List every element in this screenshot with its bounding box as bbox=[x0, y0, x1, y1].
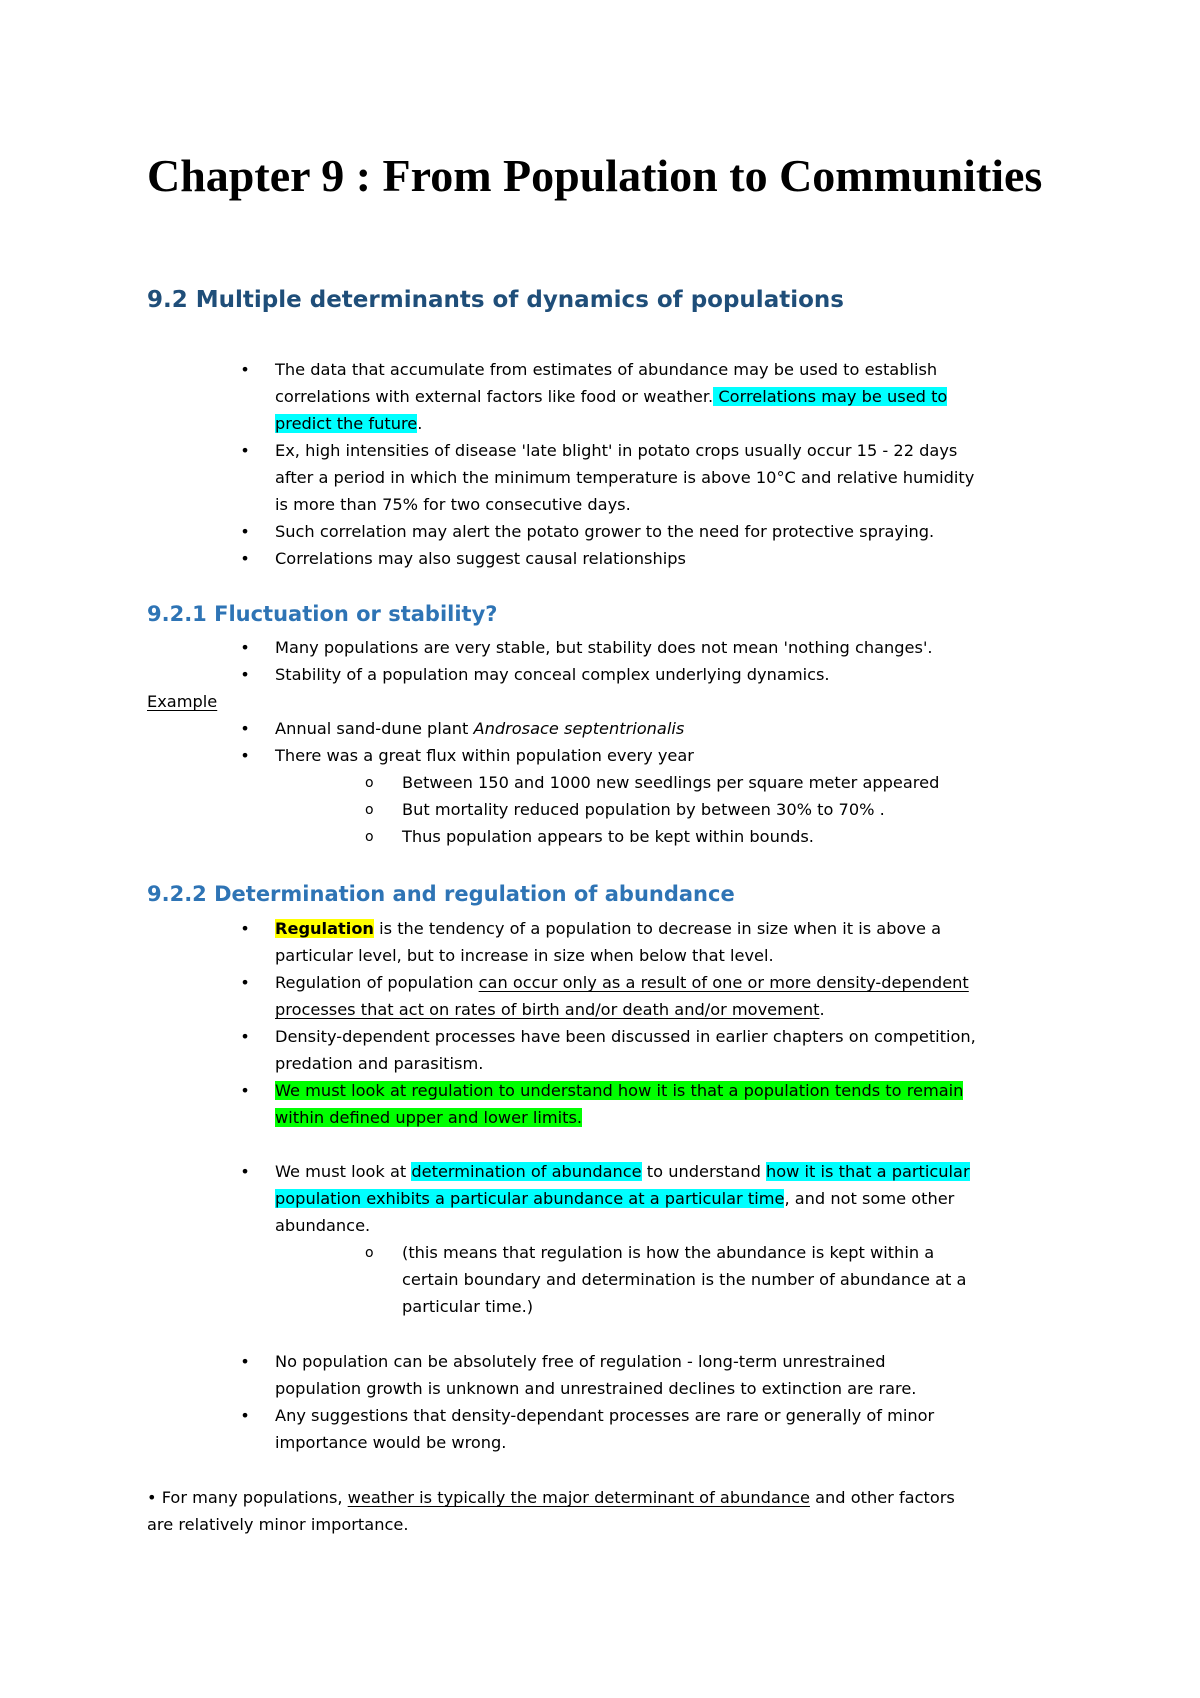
text-span: . bbox=[417, 414, 423, 433]
text-line bbox=[275, 1185, 954, 1212]
text-line: Thus population appears to be kept within bounds. bbox=[402, 827, 814, 846]
text-span: is the tendency of a population to decrease in size when it is above a bbox=[373, 919, 941, 938]
text-line: abundance. bbox=[275, 1216, 371, 1235]
text-span: and other factors bbox=[809, 1488, 955, 1507]
underlined-text: processes that act on rates of birth and/or death and/or movement bbox=[275, 1000, 820, 1019]
text-line bbox=[275, 383, 947, 410]
text-line: importance would be wrong. bbox=[275, 1433, 507, 1452]
text-span: Annual sand-dune plant bbox=[275, 719, 474, 738]
section-heading-9-2-1: 9.2.1 Fluctuation or stability? bbox=[147, 602, 498, 626]
text-line: Such correlation may alert the potato grower to the need for protective spraying. bbox=[275, 522, 935, 541]
text-line: Stability of a population may conceal complex underlying dynamics. bbox=[275, 665, 830, 684]
underlined-text: can occur only as a result of one or more density-dependent bbox=[478, 973, 969, 992]
highlighted-text: determination of abundance bbox=[411, 1162, 642, 1181]
chapter-title: Chapter 9 : From Population to Communities bbox=[147, 150, 1043, 201]
text-line: are relatively minor importance. bbox=[147, 1515, 409, 1534]
text-span: , and not some other bbox=[784, 1189, 955, 1208]
text-line bbox=[147, 1484, 955, 1511]
bullet-marker: • bbox=[240, 1406, 250, 1425]
text-line bbox=[275, 969, 969, 996]
bullet-marker: • bbox=[240, 522, 250, 541]
text-line bbox=[275, 410, 422, 437]
text-line: Many populations are very stable, but stability does not mean 'nothing changes'. bbox=[275, 638, 933, 657]
highlighted-text: Correlations may be used to bbox=[713, 387, 948, 406]
text-line: The data that accumulate from estimates of abundance may be used to establish bbox=[275, 360, 938, 379]
bullet-marker: • bbox=[240, 638, 250, 657]
bullet-marker: • bbox=[240, 360, 250, 379]
text-line: certain boundary and determination is the number of abundance at a bbox=[402, 1270, 967, 1289]
bullet-marker: • bbox=[240, 441, 250, 460]
text-span: . bbox=[819, 1000, 825, 1019]
text-span: We must look at bbox=[275, 1162, 412, 1181]
bullet-marker: • bbox=[240, 1081, 250, 1100]
sub-bullet-marker: o bbox=[365, 775, 374, 791]
text-line: is more than 75% for two consecutive days. bbox=[275, 495, 631, 514]
example-label: Example bbox=[147, 692, 218, 711]
text-line: Correlations may also suggest causal relationships bbox=[275, 549, 686, 568]
underlined-text: weather is typically the major determinant of abundance bbox=[347, 1488, 810, 1507]
text-line bbox=[275, 1077, 963, 1104]
text-line: But mortality reduced population by between 30% to 70% . bbox=[402, 800, 885, 819]
highlighted-text: predict the future bbox=[275, 414, 418, 433]
bullet-marker: • bbox=[240, 1162, 250, 1181]
highlighted-text: within defined upper and lower limits. bbox=[275, 1108, 583, 1127]
text-line: particular time.) bbox=[402, 1297, 534, 1316]
text-line bbox=[275, 1158, 970, 1185]
text-line: Ex, high intensities of disease 'late blight' in potato crops usually occur 15 - 22 days bbox=[275, 441, 958, 460]
bullet-marker: • bbox=[240, 973, 250, 992]
sub-bullet-marker: o bbox=[365, 1245, 374, 1261]
text-line: Any suggestions that density-dependant processes are rare or generally of minor bbox=[275, 1406, 935, 1425]
text-span: • For many populations, bbox=[147, 1488, 348, 1507]
text-line: Density-dependent processes have been discussed in earlier chapters on competition, bbox=[275, 1027, 976, 1046]
text-span: to understand bbox=[641, 1162, 766, 1181]
text-line: population growth is unknown and unrestrained declines to extinction are rare. bbox=[275, 1379, 917, 1398]
text-line bbox=[275, 915, 941, 942]
highlighted-text: how it is that a particular bbox=[766, 1162, 970, 1181]
highlighted-text: population exhibits a particular abundance at a particular time bbox=[275, 1189, 785, 1208]
text-span: correlations with external factors like food or weather. bbox=[275, 387, 714, 406]
section-heading-9-2-2: 9.2.2 Determination and regulation of abundance bbox=[147, 882, 735, 906]
text-span: Regulation of population bbox=[275, 973, 479, 992]
text-line bbox=[275, 1104, 582, 1131]
text-line: (this means that regulation is how the abundance is kept within a bbox=[402, 1243, 935, 1262]
text-line: predation and parasitism. bbox=[275, 1054, 484, 1073]
text-line: There was a great flux within population every year bbox=[275, 746, 694, 765]
text-line: Between 150 and 1000 new seedlings per square meter appeared bbox=[402, 773, 940, 792]
highlighted-text: We must look at regulation to understand how it is that a population tends to remain bbox=[275, 1081, 964, 1100]
section-heading-9-2: 9.2 Multiple determinants of dynamics of populations bbox=[147, 287, 844, 313]
bullet-marker: • bbox=[240, 665, 250, 684]
text-line: No population can be absolutely free of regulation - long-term unrestrained bbox=[275, 1352, 886, 1371]
text-line bbox=[275, 715, 684, 742]
bullet-marker: • bbox=[240, 549, 250, 568]
sub-bullet-marker: o bbox=[365, 829, 374, 845]
bullet-marker: • bbox=[240, 919, 250, 938]
sub-bullet-marker: o bbox=[365, 802, 374, 818]
species-name: Androsace septentrionalis bbox=[473, 719, 685, 738]
bullet-marker: • bbox=[240, 1352, 250, 1371]
text-line: after a period in which the minimum temperature is above 10°C and relative humidity bbox=[275, 468, 975, 487]
highlighted-term: Regulation bbox=[275, 919, 374, 938]
bullet-marker: • bbox=[240, 719, 250, 738]
text-line bbox=[275, 996, 825, 1023]
bullet-marker: • bbox=[240, 1027, 250, 1046]
bullet-marker: • bbox=[240, 746, 250, 765]
text-line: particular level, but to increase in size when below that level. bbox=[275, 946, 774, 965]
